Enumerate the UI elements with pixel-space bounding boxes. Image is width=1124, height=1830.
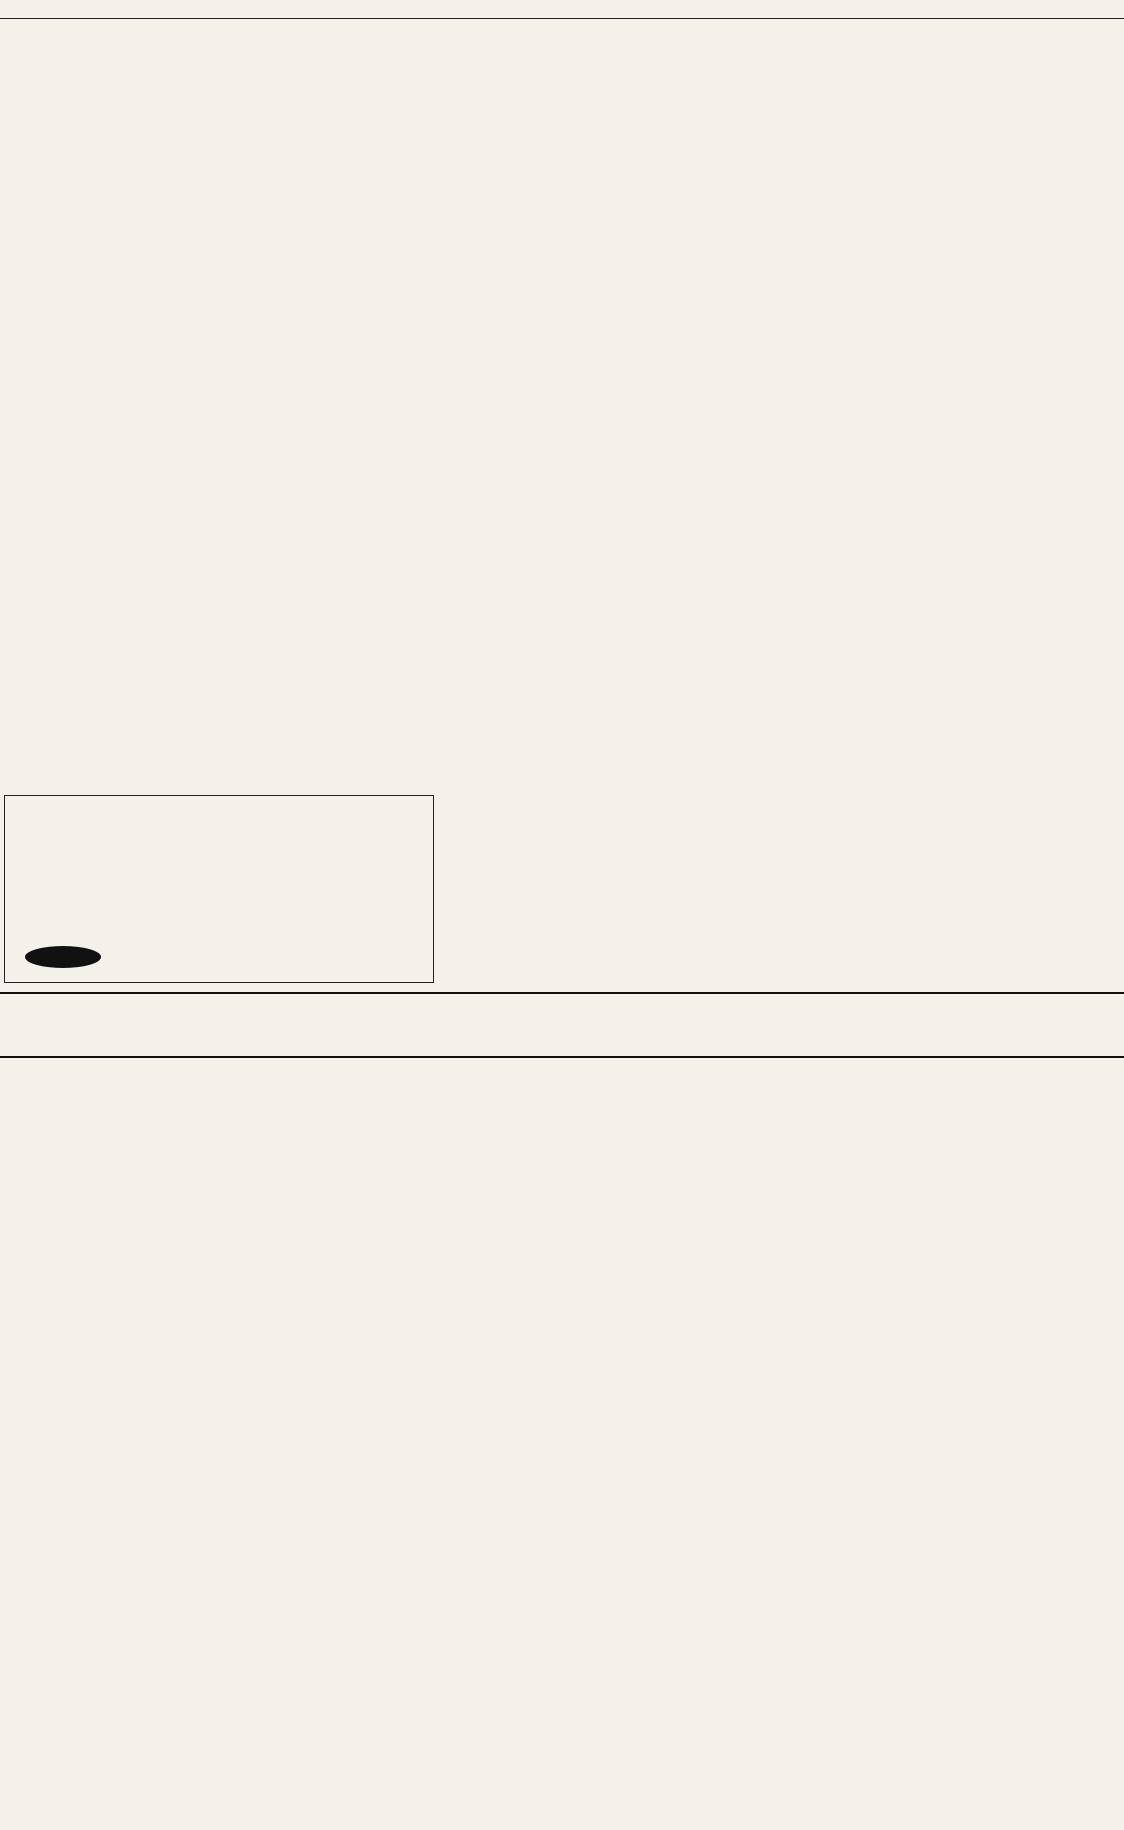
page-header (0, 0, 1124, 19)
service-directory (4, 1060, 1122, 1820)
home-service-guide-banner (0, 992, 1124, 1058)
carrier-logo (25, 946, 101, 968)
hvac-display-ad (4, 795, 434, 983)
